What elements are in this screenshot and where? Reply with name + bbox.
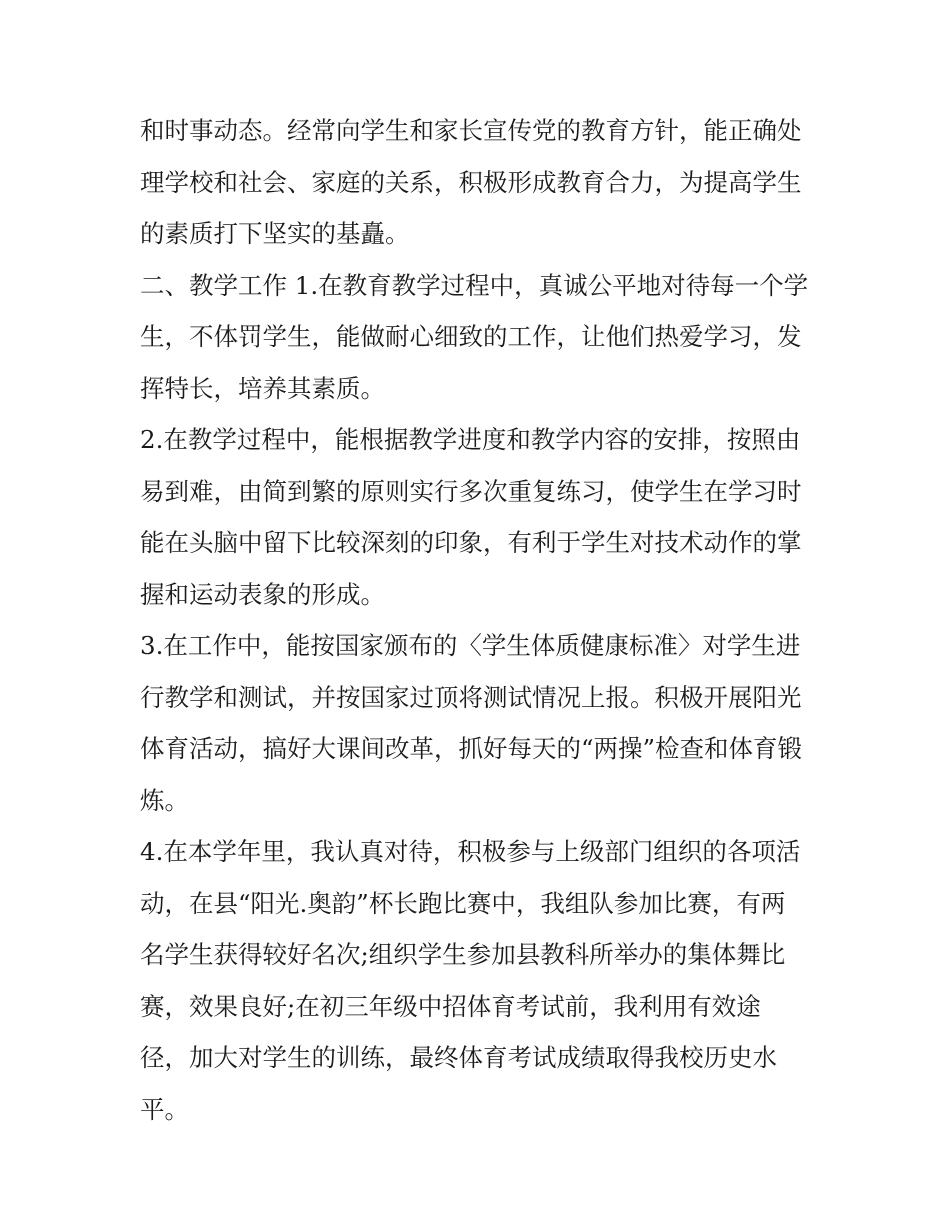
text-line: 动，在县“阳光.奥韵”杯长跑比赛中，我组队参加比赛，有两	[140, 888, 786, 918]
text-line: 炼。	[140, 785, 189, 815]
text-line: 挥特长，培养其素质。	[140, 373, 385, 403]
text-line: 理学校和社会、家庭的关系，积极形成教育合力，为提高学生	[140, 167, 802, 197]
document-body	[140, 105, 830, 1135]
text-line: 生，不体罚学生，能做耐心细致的工作，让他们热爱学习，发	[140, 322, 802, 351]
text-line: 赛，效果良好;在初三年级中招体育考试前，我利用有效途	[140, 991, 761, 1021]
text-line: 3.在工作中，能按国家颁布的〈学生体质健康标准〉对学生进	[140, 631, 801, 660]
text-line: 径，加大对学生的训练，最终体育考试成绩取得我校历史水	[140, 1043, 777, 1072]
text-line: 4.在本学年里，我认真对待，积极参与上级部门组织的各项活	[140, 837, 801, 866]
text-line: 的素质打下坚实的基矗。	[140, 219, 410, 248]
text-line: 行教学和测试，并按国家过顶将测试情况上报。积极开展阳光	[140, 682, 802, 712]
text-line: 2.在教学过程中，能根据教学进度和教学内容的安排，按照由	[140, 425, 801, 454]
text-line: 体育活动，搞好大课间改革，抓好每天的“两操”检查和体育锻	[140, 734, 803, 763]
text-line: 二、教学工作 1.在教育教学过程中，真诚公平地对待每一个学	[140, 270, 809, 300]
text-line: 名学生获得较好名次;组织学生参加县教科所举办的集体舞比	[140, 940, 786, 969]
text-line: 握和运动表象的形成。	[140, 579, 385, 609]
text-line: 平。	[140, 1094, 189, 1124]
text-line: 能在头脑中留下比较深刻的印象，有利于学生对技术动作的掌	[140, 528, 802, 557]
text-line: 易到难，由简到繁的原则实行多次重复练习，使学生在学习时	[140, 476, 802, 506]
text-line: 和时事动态。经常向学生和家长宣传党的教育方针，能正确处	[140, 116, 802, 145]
